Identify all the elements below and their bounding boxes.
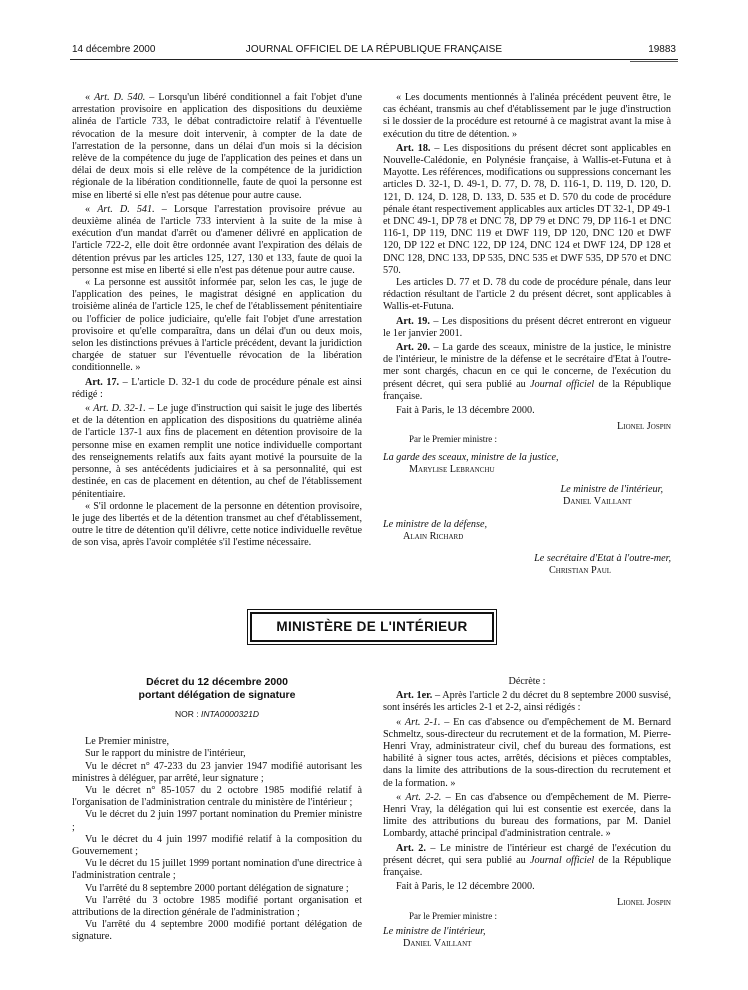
interieur-name: Daniel Vaillant	[563, 496, 632, 508]
garde-title: La garde des sceaux, ministre de la justice,	[383, 451, 559, 463]
paragraph-text: – Le ministre de l'intérieur est chargé de l'exécution du présent décret, qui sera publié au	[383, 842, 671, 866]
article-label: Art. 1er.	[396, 690, 433, 702]
paragraph-text: – Le juge d'instruction qui saisit le juge des libertés et de la détention en application des dispositions du quatrième alinéa de l'article 137-1 aux fins de placement en détention provisoire de la personne mise en examen remplit une notice individuelle comportant des renseignements relatifs aux faits ayant motivé la poursuite de la personne, à ses antécédents judiciaires et à sa personnalité, qui est destinée, en cas de placement en détention, au chef de l'établissement pénitentiaire.	[72, 403, 362, 500]
paragraph-text: – En cas d'absence ou d'empêchement de M. Pierre-Henri Vray, la délégation qui lui est consentie est exercée, dans la limite des attributions du bureau des formations, par M. Daniel Lombardy, attaché principal d'administration centrale. »	[383, 791, 671, 840]
journal-ref: Journal officiel	[529, 378, 595, 390]
article-label: Art. 20.	[396, 342, 431, 354]
decree-line: Vu l'arrêté du 3 octobre 1985 modifié portant organisation et attributions de la direction générale de l'administration ;	[72, 894, 362, 919]
paragraph-text: – Les dispositions du présent décret sont applicables en Nouvelle-Calédonie, en Polynésie française, à Wallis-et-Futuna et à Mayotte. Les références, modifications ou suppressions concernant les articles D. 32-1, D. 49-1, D. 77, D. 78, D. 116-1, D. 119, D. 120, D. 121, D. 124, D. 128, D. 133, D. 535 et D. 570 du code de procédure pénale étant respectivement applicables aux articles DT 32-1, DP 49-1 et DNC 49-1, DP 78 et DNC 78, DP 79 et DNC 79, DP 116-1 et DNC 116-1, DP 119, DNC 119 et DWF 119, DP 120, DNC 120 et DWF 120, DP 122 et DNC 122, DP 124, DNC 124 et DWF 124, DP 128 et DNC 128, DNC 133, DP 535, DNC 535 et DWF 535, DP 570 et DNC 570.	[383, 142, 671, 276]
decree-line: Vu le décret du 4 juin 1997 modifié relatif à la composition du Gouvernement ;	[72, 833, 362, 858]
paragraph-text: – La garde des sceaux, ministre de la justice, le ministre de l'intérieur, le ministre de la défense et le secrétaire d'Etat à l'outre-mer sont chargés, chacun en ce qui le concerne, de l'exécution du présent décret, qui sera publié au	[383, 342, 671, 390]
header-rule-short	[630, 61, 678, 62]
defense-name: Alain Richard	[403, 530, 464, 542]
paragraph-art-2-2: « Art. 2-2. – En cas d'absence ou d'empêchement de M. Pierre-Henri Vray, la délégation qui lui est consentie est exercée, dans la limite des attributions du bureau des formations, par M. Daniel Lombardy, attaché principal d'administration centrale. »	[383, 791, 671, 840]
journal-ref: Journal officiel	[529, 854, 595, 866]
paragraph-art-d541: « Art. D. 541. – Lorsque l'arrestation provisoire prévue au deuxième alinéa de l'article 733 intervient à la suite de la mise à exécution d'un mandat d'arrêt ou d'amener délivré en application de l'article 722-2, elle doit être ordonnée avant l'expiration des délais de détention prévus par les articles 125, 127, 130 et 133, faute de quoi la personne est mise en liberté si elle n'est pas détenue pour autre cause.	[72, 203, 362, 276]
place-date: Fait à Paris, le 12 décembre 2000.	[396, 881, 535, 893]
interieur-title: Le ministre de l'intérieur,	[560, 484, 663, 496]
paragraph-text: de la République française.	[383, 854, 672, 879]
article-ref: Art. 2-1.	[404, 716, 441, 728]
garde-name: Marylise Lebranchu	[409, 463, 495, 475]
paragraph-text: « La personne est aussitôt informée par, selon les cas, le juge de l'application des peines, le magistrat désigné en application du troisième alinéa de l'article 125, le chef de l'établissement pénitentiaire ou l'officier de police judiciaire, qu'elle fait l'objet d'une arrestation provisoire et qu'elle comparaîtra, dans un délai d'un ou deux mois, selon les distinctions prévues à l'article précédent, devant la juridiction chargée de statuer sur l'éventuelle révocation de la libération conditionnelle. »	[72, 277, 362, 374]
decrete: Décrète :	[508, 676, 546, 687]
paragraph-text: de la République française.	[383, 378, 672, 402]
paragraph-art-d32-1: « Art. D. 32-1. – Le juge d'instruction qui saisit le juge des libertés et de la détention en application des dispositions du quatrième alinéa de l'article 137-1 aux fins de placement en détention provisoire de la personne mise en examen remplit une notice individuelle comportant des renseignements relatifs aux faits ayant motivé la poursuite de la personne, à ses antécédents judiciaires et à sa personnalité, qui est destinée, en cas de placement en détention, au chef de l'établissement pénitentiaire.	[72, 403, 362, 500]
outremer-title: Le secrétaire d'Etat à l'outre-mer,	[534, 552, 671, 564]
paragraph-art-2	[383, 843, 671, 880]
paragraph-art-2-1: « Art. 2-1. – En cas d'absence ou d'empêchement de M. Bernard Schmeltz, sous-directeur du recrutement et de la formation, M. Pierre-Henri Vray, administrateur civil, chef du bureau des formations, est habilité à signer tous actes, arrêtés, décisions et pièces comptables, dans la limite des attributions de la sous-direction du recrutement et de la formation. »	[383, 716, 671, 789]
header-date: 14 décembre 2000	[72, 44, 156, 55]
article-label: Art. 19.	[396, 315, 430, 327]
journal-title: JOURNAL OFFICIEL DE LA RÉPUBLIQUE FRANÇAISE	[245, 44, 503, 55]
nor-reference: NOR : INTA0000321D	[175, 709, 259, 719]
par-premier-ministre: Par le Premier ministre :	[409, 434, 497, 445]
decree-line: Le Premier ministre,	[85, 736, 170, 748]
paragraph-text: – Lorsque l'arrestation provisoire prévue au deuxième alinéa de l'article 733 intervient à la suite de la mise à exécution d'un mandat d'arrêt ou d'amener délivré en application de l'article 722-2, elle doit être ordonnée avant l'expiration des délais de détention prévus par les articles 125, 127, 130 et 133, faute de quoi la personne est mise en liberté si elle n'est pas détenue pour autre cause.	[72, 203, 362, 276]
interieur-title: Le ministre de l'intérieur,	[383, 925, 486, 937]
decree-line: Sur le rapport du ministre de l'intérieur,	[85, 748, 246, 760]
column-right-bottom	[383, 676, 671, 950]
article-ref: Art. D. 540.	[94, 92, 146, 103]
paragraph-text: « S'il ordonne le placement de la personne en détention provisoire, le juge des libertés et de la détention transmet au chef d'établissement, outre le titre de détention qu'il délivre, cette notice individuelle revêtue de son visa, après l'avoir complétée s'il l'estime nécessaire.	[72, 500, 362, 549]
article-label: Art. 18.	[396, 142, 431, 154]
article-ref: Art. D. 32-1.	[93, 403, 146, 415]
page-number: 19883	[648, 44, 676, 55]
ministry-heading: MINISTÈRE DE L'INTÉRIEUR	[250, 612, 494, 642]
decree-title: Décret du 12 décembre 2000 portant délégation de signature	[138, 676, 296, 701]
article-label: Art. 2.	[396, 842, 426, 854]
paragraph-text: – L'article D. 32-1 du code de procédure pénale est ainsi rédigé :	[72, 376, 362, 400]
paragraph-text: – Après l'article 2 du décret du 8 septembre 2000 susvisé, sont insérés les articles 2-1 et 2-2, ainsi rédigés :	[383, 690, 672, 714]
article-ref: Art. 2-2.	[405, 791, 442, 803]
column-right-top	[383, 92, 671, 577]
paragraph-art-d540: « Art. D. 540. – Lorsqu'un libéré conditionnel a fait l'objet d'une arrestation provisoire en application des dispositions du deuxième alinéa de l'article 733, le débat contradictoire relatif à l'éventuelle révocation de la mesure doit intervenir, à compter de la date de l'arrestation de la personne, dans un délai d'un mois si la décision relève de la compétence du juge de l'application des peines et dans un délai de deux mois si elle relève de la compétence de la juridiction régionale de la libération conditionnelle, faute de quoi la personne est mise en liberté si elle n'est pas détenue pour autre cause.	[72, 92, 363, 201]
paragraph-text: « Les documents mentionnés à l'alinéa précédent peuvent être, le cas échéant, transmis au chef d'établissement par le juge d'instruction si le dossier de la procédure est retourné à ce magistrat avant la mise à exécution du titre de détention. »	[383, 92, 671, 140]
paragraph-art-17	[72, 377, 362, 401]
decree-line: Vu l'arrêté du 8 septembre 2000 portant délégation de signature ;	[85, 882, 349, 894]
par-premier-ministre: Par le Premier ministre :	[409, 910, 497, 921]
decree-line: Vu le décret du 2 juin 1997 portant nomination du Premier ministre ;	[72, 809, 362, 833]
signature-pm: Lionel Jospin	[617, 421, 671, 433]
column-left-top	[72, 92, 362, 550]
defense-title: Le ministre de la défense,	[383, 518, 488, 530]
header-rule	[70, 59, 678, 60]
paragraph-art-19	[383, 316, 671, 340]
paragraph-art-18	[383, 143, 671, 277]
paragraph-text: – Les dispositions du présent décret entreront en vigueur le 1er janvier 2001.	[383, 315, 671, 339]
article-label: Art. 17.	[85, 376, 120, 388]
signature-pm: Lionel Jospin	[617, 897, 671, 909]
outremer-name: Christian Paul	[549, 565, 612, 577]
interieur-name: Daniel Vaillant	[403, 938, 472, 950]
place-date: Fait à Paris, le 13 décembre 2000.	[396, 405, 535, 417]
decree-line: Vu le décret n° 85-1057 du 2 octobre 1985 modifié relatif à l'organisation de l'administration centrale du ministère de l'intérieur ;	[72, 785, 362, 809]
decree-line: Vu le décret du 15 juillet 1999 portant nomination d'une directrice à l'administration centrale ;	[72, 858, 362, 882]
decree-line: Vu l'arrêté du 4 septembre 2000 modifié portant délégation de signature.	[72, 919, 362, 943]
paragraph-text: – Lorsqu'un libéré conditionnel a fait l'objet d'une arrestation provisoire en application des dispositions du deuxième alinéa de l'article 733, le débat contradictoire relatif à l'éventuelle révocation de la mesure doit intervenir, à compter de la date de l'arrestation de la personne, dans un délai d'un mois si la décision relève de la compétence du juge de l'application des peines et dans un délai de deux mois si elle relève de la compétence de la juridiction régionale de la libération conditionnelle, faute de quoi la personne est mise en liberté si elle n'est pas détenue pour autre cause.	[72, 92, 363, 201]
paragraph-art-20	[383, 342, 671, 403]
column-left-bottom	[72, 676, 362, 944]
article-ref: Art. D. 541.	[97, 203, 155, 215]
decree-line: Vu le décret n° 47-233 du 23 janvier 1947 modifié autorisant les ministres à déléguer, par arrêté, leur signature ;	[72, 760, 362, 784]
paragraph-text: – En cas d'absence ou d'empêchement de M. Bernard Schmeltz, sous-directeur du recrutement et de la formation, M. Pierre-Henri Vray, administrateur civil, chef du bureau des formations, est habilité à signer tous actes, arrêtés, décisions et pièces comptables, dans la limite des attributions de la sous-direction du recrutement et de la formation. »	[383, 716, 671, 789]
paragraph-art-1	[383, 690, 671, 714]
paragraph-text: Les articles D. 77 et D. 78 du code de procédure pénale, dans leur rédaction résultant de l'article 2 du présent décret, sont applicables à Wallis-et-Futuna.	[383, 277, 671, 313]
